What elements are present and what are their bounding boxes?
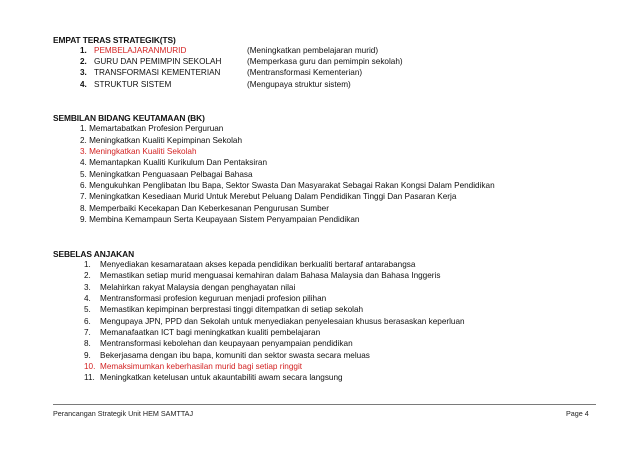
teras-item-1-desc: (Meningkatkan pembelajaran murid) — [247, 46, 379, 55]
teras-item-2-label: GURU DAN PEMIMPIN SEKOLAH — [94, 57, 222, 66]
bidang-heading: SEMBILAN BIDANG KEUTAMAAN (BK) — [53, 113, 205, 123]
anjakan-item-9-text: Bekerjasama dengan ibu bapa, komuniti dan sektor swasta secara meluas — [100, 351, 370, 360]
anjakan-item-6-num: 6. — [84, 317, 91, 326]
anjakan-item-1-text: Menyediakan kesamarataan akses kepada pendidikan berkualiti bertaraf antarabangsa — [100, 260, 416, 269]
teras-item-1-num: 1. — [80, 46, 87, 55]
bidang-item-6: 6. Mengukuhkan Penglibatan Ibu Bapa, Sektor Swasta Dan Masyarakat Sebagai Rakan Kongsi Dalam Pendidikan — [80, 181, 495, 190]
bidang-item-1: 1. Memartabatkan Profesion Perguruan — [80, 124, 224, 133]
bidang-item-2: 2. Meningkatkan Kualiti Kepimpinan Sekolah — [80, 136, 243, 145]
footer-title: Perancangan Strategik Unit HEM SAMTTAJ — [53, 409, 194, 418]
anjakan-heading: SEBELAS ANJAKAN — [53, 249, 135, 259]
anjakan-item-3-text: Melahirkan rakyat Malaysia dengan penghayatan nilai — [100, 283, 296, 292]
anjakan-item-4-num: 4. — [84, 294, 91, 303]
bidang-item-3: 3. Meningkatkan Kualiti Sekolah — [80, 147, 197, 156]
bidang-item-7: 7. Meningkatkan Kesediaan Murid Untuk Merebut Peluang Dalam Pendidikan Tinggi Dan Pasaran Kerja — [80, 192, 457, 201]
teras-item-3-desc: (Mentransformasi Kementerian) — [247, 68, 363, 77]
teras-item-2-desc: (Memperkasa guru dan pemimpin sekolah) — [247, 57, 403, 66]
teras-item-2-num: 2. — [80, 57, 87, 66]
anjakan-item-9-num: 9. — [84, 351, 91, 360]
anjakan-item-4-text: Mentransformasi profesion keguruan menjadi profesion pilihan — [100, 294, 327, 303]
anjakan-item-7-text: Memanafaatkan ICT bagi meningkatkan kualiti pembelajaran — [100, 328, 321, 337]
teras-item-4-desc: (Mengupaya struktur sistem) — [247, 80, 351, 89]
anjakan-item-10-num: 10. — [84, 362, 96, 371]
teras-item-4-num: 4. — [80, 80, 87, 89]
teras-item-4-label: STRUKTUR SISTEM — [94, 80, 172, 89]
anjakan-item-8-text: Mentransformasi kebolehan dan keupayaan penyampaian pendidikan — [100, 339, 353, 348]
anjakan-item-8-num: 8. — [84, 339, 91, 348]
bidang-item-4: 4. Memantapkan Kualiti Kurikulum Dan Pentaksiran — [80, 158, 268, 167]
anjakan-item-10-text: Memaksimumkan keberhasilan murid bagi setiap ringgit — [100, 362, 303, 371]
anjakan-item-3-num: 3. — [84, 283, 91, 292]
bidang-item-9: 9. Membina Kemampaun Serta Keupayaan Sistem Penyampaian Pendidikan — [80, 215, 360, 224]
anjakan-item-2-text: Memastikan setiap murid menguasai kemahiran dalam Bahasa Malaysia dan Bahasa Inggeris — [100, 271, 441, 280]
anjakan-item-11-text: Meningkatkan ketelusan untuk akauntabiliti awam secara langsung — [100, 373, 343, 382]
anjakan-item-6-text: Mengupaya JPN, PPD dan Sekolah untuk menyediakan penyelesaian khusus berasaskan keperluan — [100, 317, 465, 326]
footer-rule — [53, 404, 596, 405]
anjakan-item-5-text: Memastikan kepimpinan berprestasi tinggi ditempatkan di setiap sekolah — [100, 305, 364, 314]
anjakan-item-7-num: 7. — [84, 328, 91, 337]
bidang-item-8: 8. Memperbaiki Kecekapan Dan Keberkesanan Pengurusan Sumber — [80, 204, 329, 213]
teras-item-1-label: PEMBELAJARANMURID — [94, 46, 187, 55]
anjakan-item-2-num: 2. — [84, 271, 91, 280]
teras-item-3-label: TRANSFORMASI KEMENTERIAN — [94, 68, 221, 77]
anjakan-item-11-num: 11. — [84, 373, 95, 382]
teras-item-3-num: 3. — [80, 68, 87, 77]
anjakan-item-5-num: 5. — [84, 305, 91, 314]
bidang-item-5: 5. Meningkatkan Penguasaan Pelbagai Bahasa — [80, 170, 253, 179]
teras-heading: EMPAT TERAS STRATEGIK(TS) — [53, 35, 176, 45]
anjakan-item-1-num: 1. — [84, 260, 91, 269]
page-number: Page 4 — [566, 409, 589, 418]
